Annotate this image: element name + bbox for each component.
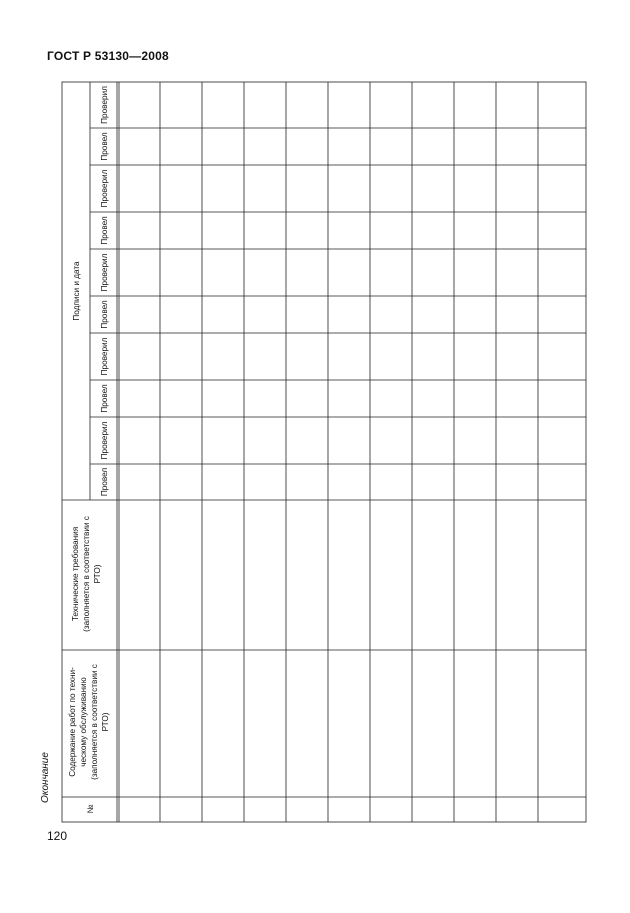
signature-label-3: Проверил: [100, 337, 109, 376]
signature-label-1: Проверил: [100, 421, 109, 460]
content-column-header: [68, 664, 110, 780]
svg-text:(заполняется в соответствии с: (заполняется в соответствии с: [82, 516, 91, 632]
svg-text:РТО): РТО): [101, 712, 110, 732]
svg-text:РТО): РТО): [93, 564, 102, 584]
document-header: ГОСТ Р 53130—2008: [47, 49, 169, 63]
table-frame: [62, 82, 586, 822]
continuation-label: Окончание: [40, 752, 51, 803]
signature-label-2: Провел: [100, 384, 109, 413]
svg-text:(заполняется в соответствии с: (заполняется в соответствии с: [90, 664, 99, 780]
signature-label-8: Провел: [100, 132, 109, 161]
signature-label-5: Проверил: [100, 253, 109, 292]
signature-labels: [100, 86, 109, 496]
requirements-column-header: [71, 516, 102, 632]
svg-text:ческому обслуживанию: ческому обслуживанию: [79, 677, 88, 767]
page-number: 120: [47, 829, 68, 843]
signature-label-4: Провел: [100, 300, 109, 329]
svg-text:Технические требования: Технические требования: [71, 526, 80, 622]
number-column-header: №: [86, 804, 95, 814]
signature-label-0: Провел: [100, 467, 109, 497]
signatures-group-header: Подписи и дата: [72, 261, 81, 321]
signature-label-7: Проверил: [100, 169, 109, 208]
signature-label-9: Проверил: [100, 86, 109, 124]
svg-text:Содержание работ по техни-: Содержание работ по техни-: [68, 667, 77, 777]
signature-label-6: Провел: [100, 216, 109, 245]
